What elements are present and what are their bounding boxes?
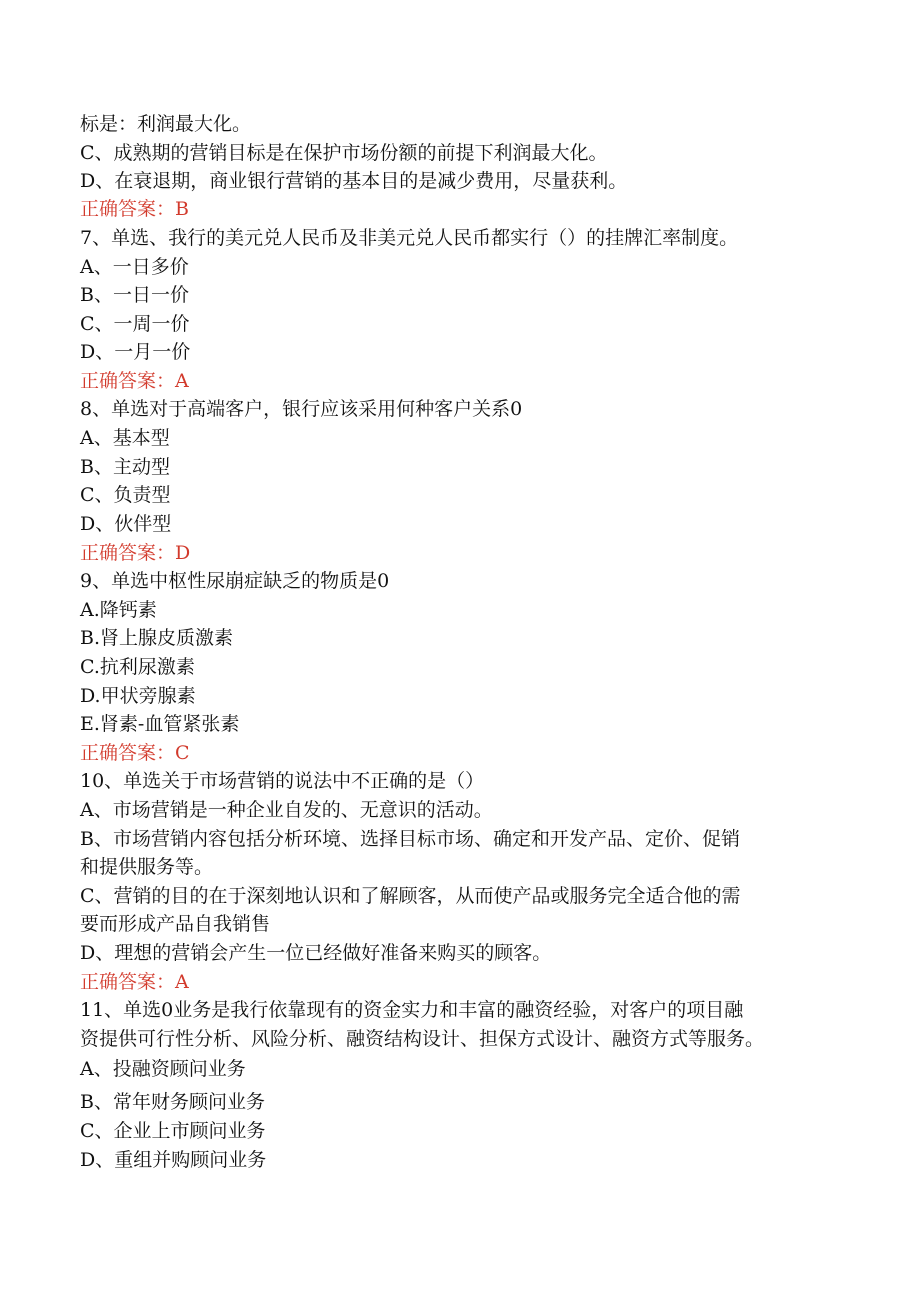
question-line: 9、单选中枢性尿崩症缺乏的物质是0 (80, 570, 390, 592)
option-line: B.肾上腺皮质激素 (80, 627, 234, 649)
option-line: C、成熟期的营销目标是在保护市场份额的前提下利润最大化。 (80, 142, 608, 164)
option-line: A.降钙素 (80, 599, 157, 621)
option-line: B、市场营销内容包括分析环境、选择目标市场、确定和开发产品、定价、促销 (80, 828, 740, 850)
option-line: D、一月一价 (80, 341, 191, 363)
option-line: B、常年财务顾问业务 (80, 1091, 265, 1113)
option-line: D、理想的营销会产生一位已经做好准备来购买的顾客。 (80, 942, 552, 964)
question-line: 10、单选关于市场营销的说法中不正确的是（） (80, 770, 485, 792)
option-line: A、一日多价 (80, 256, 189, 278)
option-line: A、基本型 (80, 427, 170, 449)
option-line: C、企业上市顾问业务 (80, 1120, 266, 1142)
correct-answer: 正确答案：A (80, 370, 189, 392)
option-line: E.肾素-血管紧张素 (80, 713, 240, 735)
correct-answer: 正确答案：B (80, 198, 189, 220)
question-line: 7、单选、我行的美元兑人民币及非美元兑人民币都实行（）的挂牌汇率制度。 (80, 227, 739, 249)
option-line: D.甲状旁腺素 (80, 685, 196, 707)
question-line: 8、单选对于高端客户，银行应该采用何种客户关系0 (80, 398, 523, 420)
question-line: 11、单选0业务是我行依靠现有的资金实力和丰富的融资经验，对客户的项目融 (80, 999, 744, 1021)
option-line: 要而形成产品自我销售 (80, 913, 271, 935)
option-line: D、在衰退期，商业银行营销的基本目的是减少费用，尽量获利。 (80, 170, 628, 192)
option-line: B、主动型 (80, 456, 170, 478)
option-line: C、负责型 (80, 484, 171, 506)
option-line: D、重组并购顾问业务 (80, 1149, 267, 1171)
option-line: C、营销的目的在于深刻地认识和了解顾客，从而使产品或服务完全适合他的需 (80, 885, 741, 907)
option-line: A、投融资顾问业务 (80, 1058, 246, 1080)
option-line: C.抗利尿激素 (80, 656, 195, 678)
option-line: C、一周一价 (80, 313, 190, 335)
option-line: 和提供服务等。 (80, 856, 214, 878)
correct-answer: 正确答案：D (80, 542, 191, 564)
option-line: A、市场营销是一种企业自发的、无意识的活动。 (80, 799, 493, 821)
correct-answer: 正确答案：A (80, 971, 189, 993)
option-line: B、一日一价 (80, 284, 189, 306)
correct-answer: 正确答案：C (80, 742, 190, 764)
text-line: 标是：利润最大化。 (80, 113, 252, 135)
question-line: 资提供可行性分析、风险分析、融资结构设计、担保方式设计、融资方式等服务。 (80, 1028, 765, 1050)
option-line: D、伙伴型 (80, 513, 172, 535)
